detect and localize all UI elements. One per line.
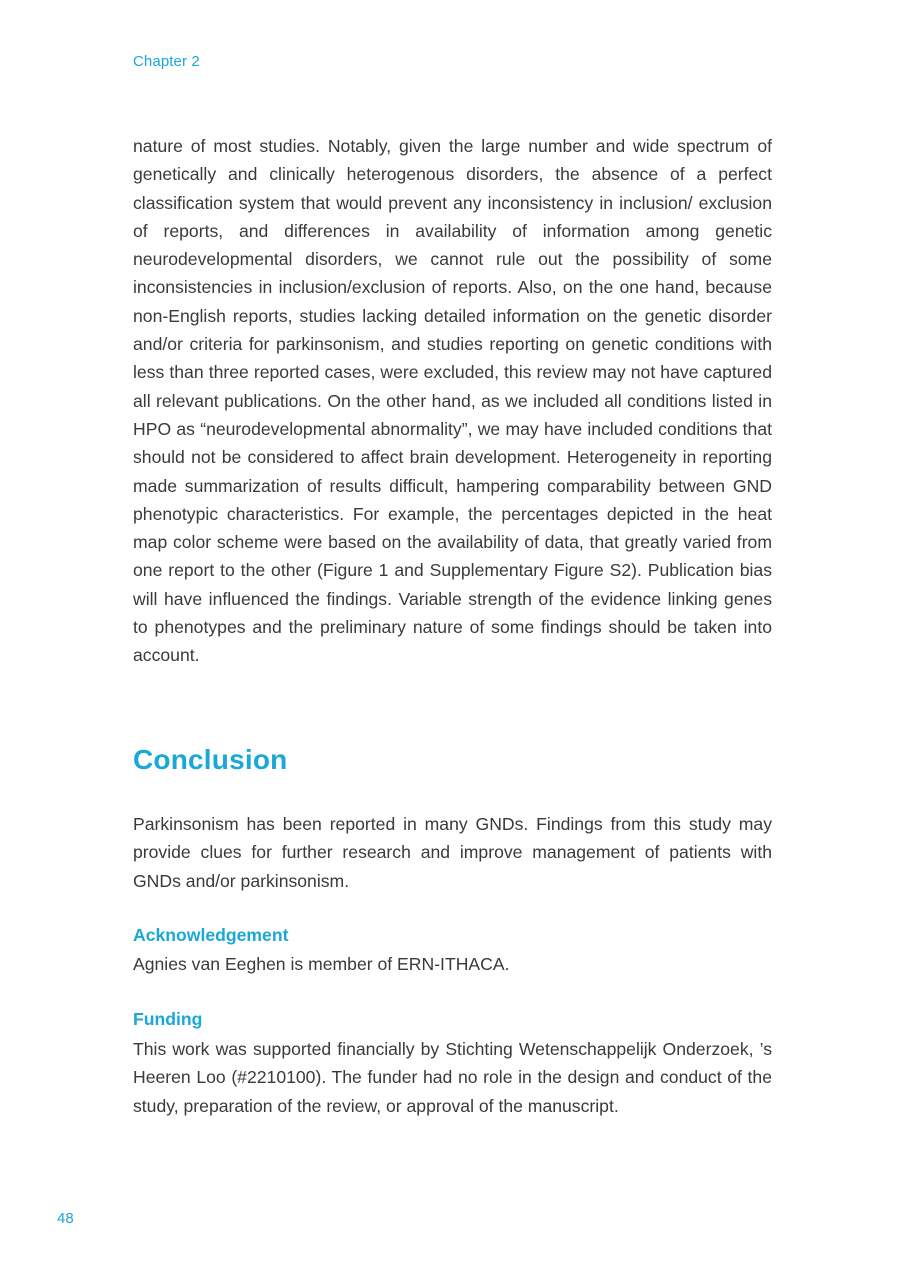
conclusion-heading: Conclusion: [133, 744, 288, 775]
chapter-running-header: Chapter 2: [133, 53, 200, 70]
acknowledgement-heading: Acknowledgement: [133, 925, 289, 945]
conclusion-paragraph: Parkinsonism has been reported in many GNDs. Findings from this study may provide clues for further research and improve management of patients with GNDs and/or parkinsonism.: [133, 814, 772, 891]
acknowledgement-paragraph: Agnies van Eeghen is member of ERN-ITHACA.: [133, 954, 510, 974]
page-number: 48: [57, 1210, 74, 1227]
funding-paragraph: This work was supported financially by Stichting Wetenschappelijk Onderzoek, ’s Heeren Loo (#2210100). The funder had no role in the design and conduct of the study, preparation of the review, or approval of the manuscript.: [133, 1039, 772, 1116]
limitations-paragraph: nature of most studies. Notably, given the large number and wide spectrum of genetically and clinically heterogenous disorders, the absence of a perfect classification system that would prevent any inconsistency in inclusion/ exclusion of reports, and differences in availability of information among genetic neurodevelopmental disorders, we cannot rule out the possibility of some inconsistencies in inclusion/exclusion of reports. Also, on the one hand, because non-English reports, studies lacking detailed information on the genetic disorder and/or criteria for parkinsonism, and studies reporting on genetic conditions with less than three reported cases, were excluded, this review may not have captured all relevant publications. On the other hand, as we included all conditions listed in HPO as “neurodevelopmental abnormality”, we may have included conditions that should not be considered to affect brain development. Heterogeneity in reporting made summarization of results difficult, hampering comparability between GND phenotypic characteristics. For example, the percentages depicted in the heat map color scheme were based on the availability of data, that greatly varied from one report to the other (Figure 1 and Supplementary Figure S2). Publication bias will have influenced the findings. Variable strength of the evidence linking genes to phenotypes and the preliminary nature of some findings should be taken into account.: [133, 136, 772, 666]
funding-heading: Funding: [133, 1009, 203, 1029]
